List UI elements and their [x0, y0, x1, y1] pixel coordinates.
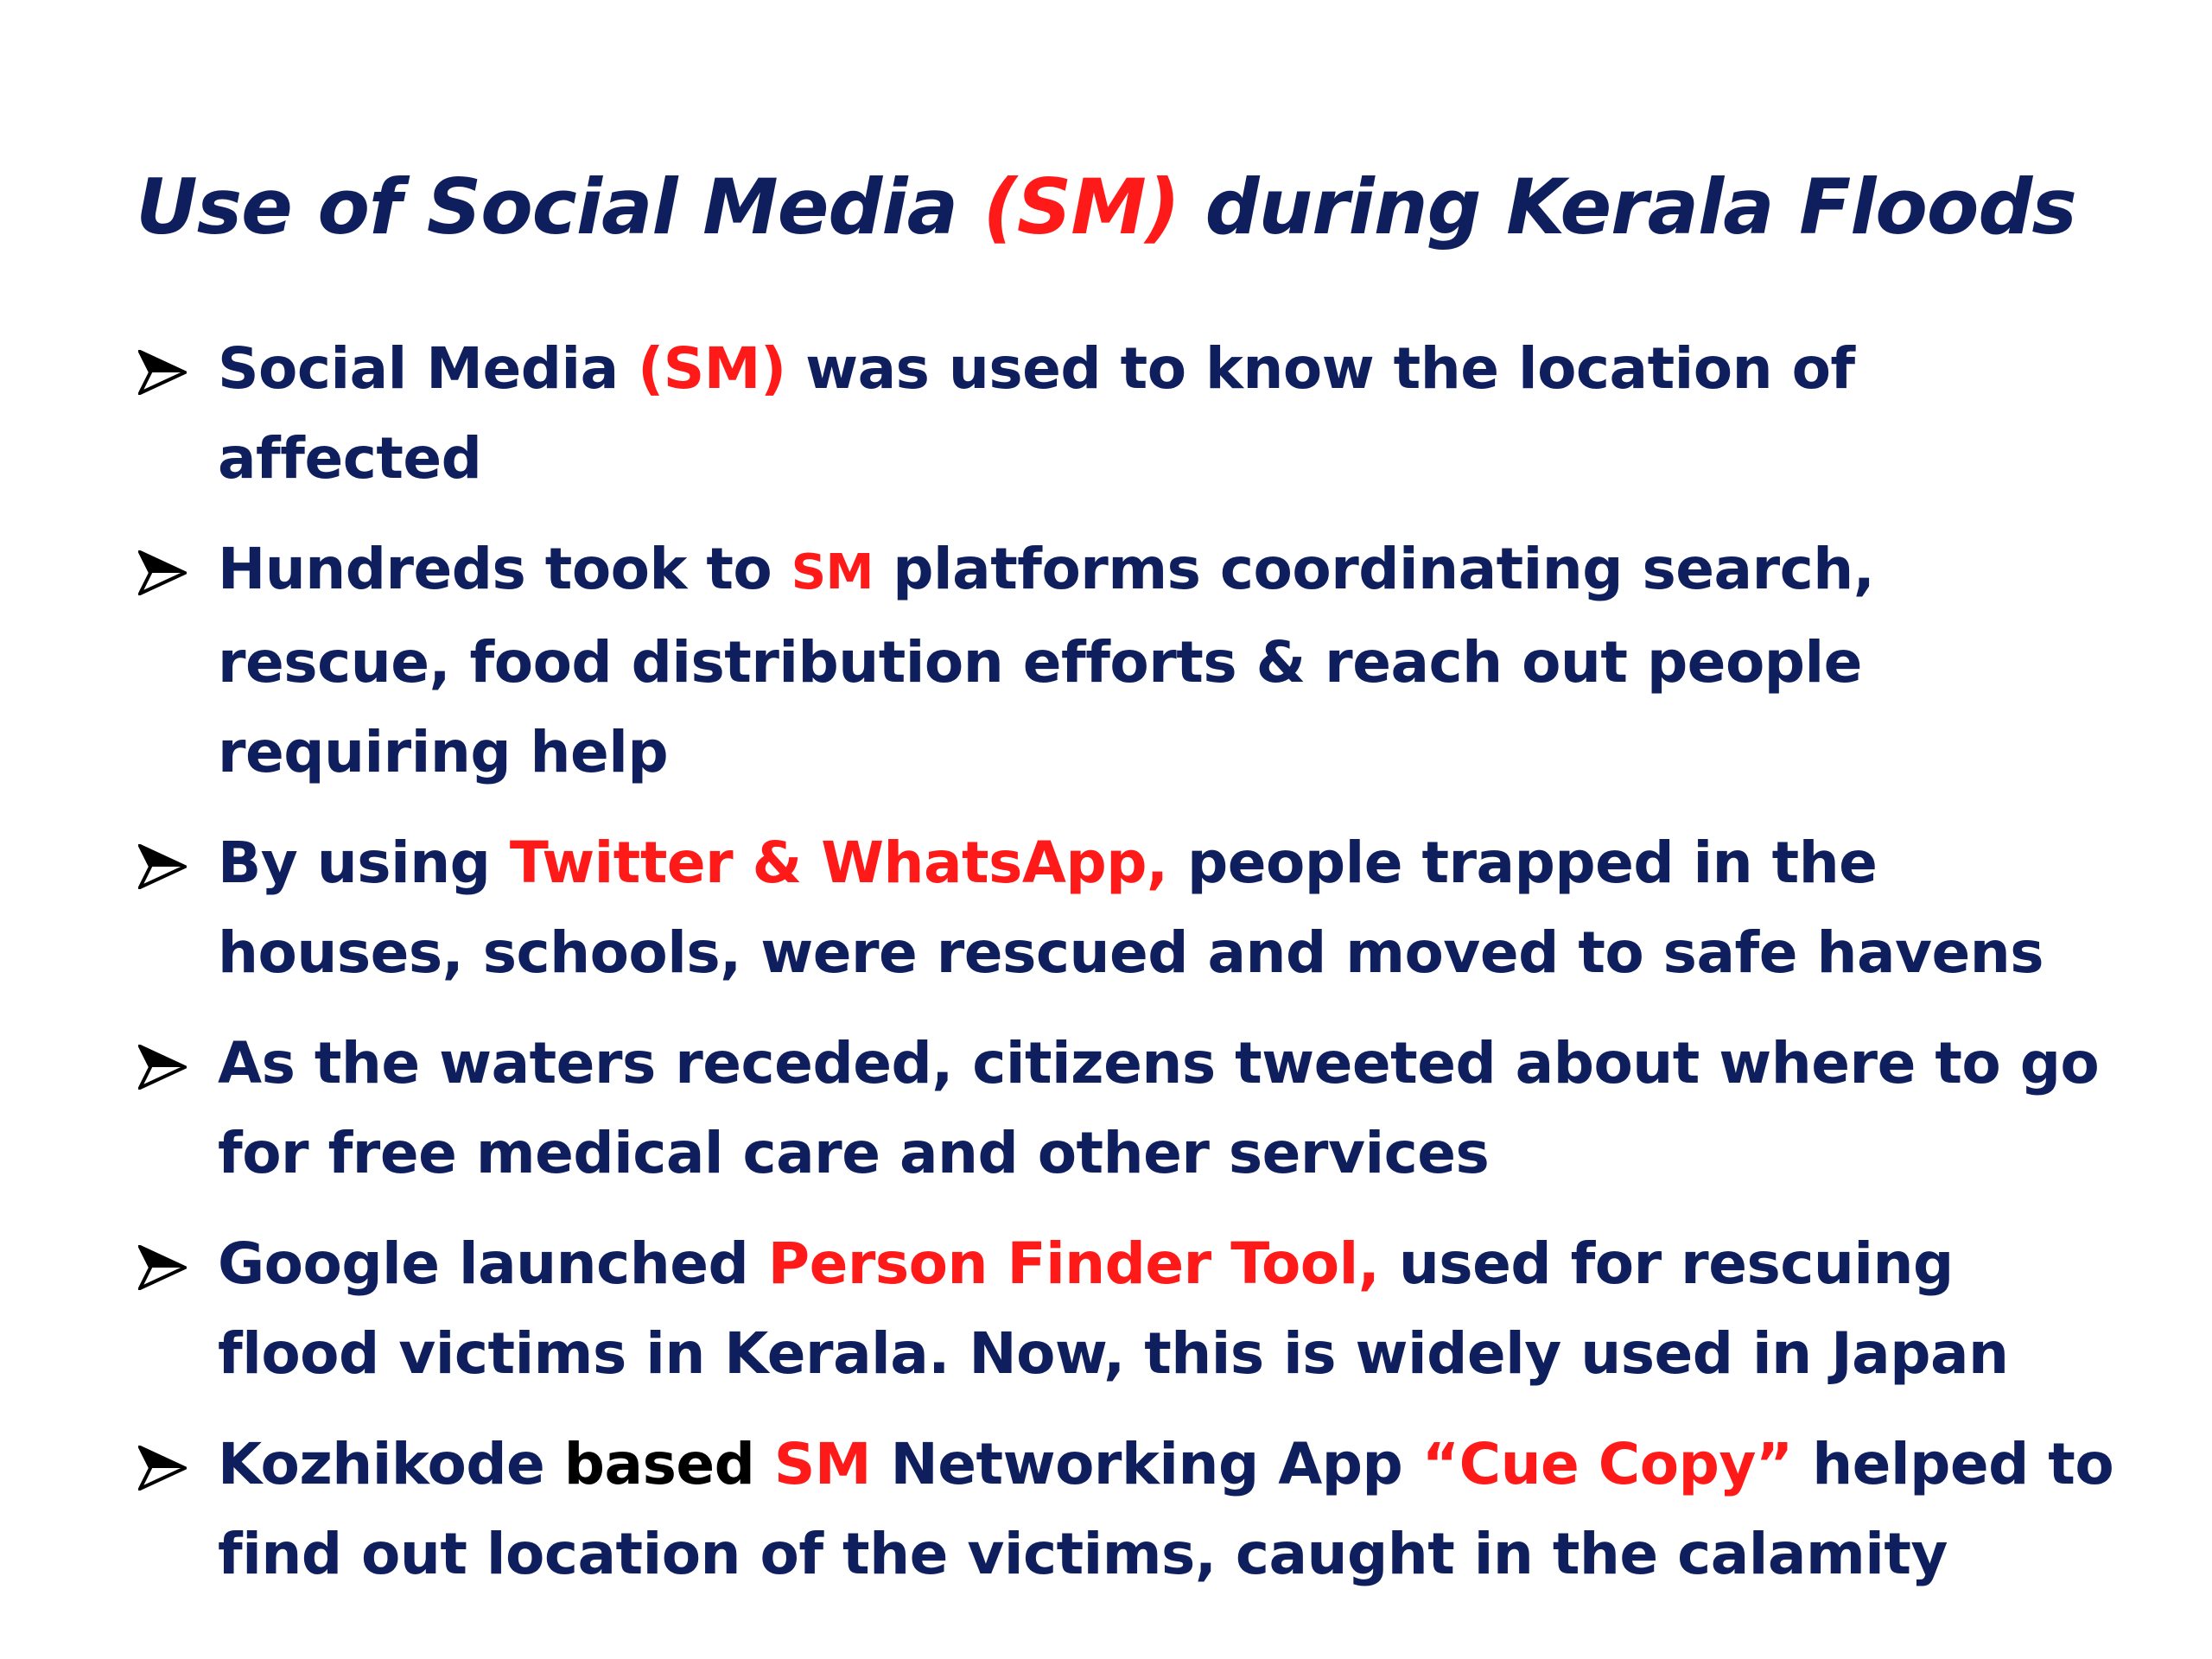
bullet-3-text-end: people trapped in the houses, schools, were rescued and moved to safe havens — [218, 830, 2044, 986]
bullet-6-text: Kozhikode — [218, 1431, 564, 1497]
bullet-5-text-end: used for rescuing flood victims in Kerala. Now, this is widely used in Japan — [218, 1230, 2009, 1387]
bullet-item-1 — [138, 324, 2126, 504]
bullet-item-5 — [138, 1219, 2126, 1399]
bullet-2-highlight: SM — [791, 544, 874, 601]
bullet-3-text: By using — [218, 830, 510, 896]
bullet-list — [138, 324, 2126, 1620]
bullet-6-space — [754, 1431, 773, 1497]
arrowhead-bullet-icon — [138, 350, 187, 395]
title-part-2: during Kerala Floods — [1179, 162, 2076, 251]
bullet-5-text: Google launched — [218, 1230, 768, 1297]
arrowhead-bullet-icon — [138, 1446, 187, 1491]
bullet-3-highlight: Twitter & WhatsApp, — [509, 830, 1168, 896]
slide-title — [0, 151, 2212, 264]
arrowhead-bullet-icon — [138, 1045, 187, 1090]
bullet-2-text: Hundreds took to — [218, 536, 791, 602]
bullet-6-highlight-app: “Cue Copy” — [1421, 1431, 1793, 1497]
title-part-1: Use of Social Media — [136, 162, 983, 251]
bullet-6-text-end: helped to find out location of the victims, caught in the calamity — [218, 1431, 2114, 1587]
bullet-6-highlight-sm: SM — [773, 1431, 872, 1497]
arrowhead-bullet-icon — [138, 844, 187, 889]
bullet-1-highlight: (SM) — [638, 335, 786, 402]
bullet-item-4 — [138, 1019, 2126, 1198]
bullet-1-text: Social Media — [218, 335, 639, 402]
bullet-item-3 — [138, 818, 2126, 998]
bullet-item-2 — [138, 524, 2126, 798]
bullet-6-black-word: based — [563, 1431, 755, 1497]
bullet-2-text-end: platforms coordinating search, rescue, food distribution efforts & reach out people requiring help — [218, 536, 1875, 785]
bullet-item-6 — [138, 1420, 2126, 1599]
bullet-5-highlight: Person Finder Tool, — [767, 1230, 1380, 1297]
bullet-4-text: As the waters receded, citizens tweeted about where to go for free medical care and other services — [218, 1030, 2100, 1186]
bullet-6-text-mid: Networking App — [871, 1431, 1422, 1497]
title-highlight: (SM) — [982, 162, 1179, 251]
arrowhead-bullet-icon — [138, 1245, 187, 1290]
arrowhead-bullet-icon — [138, 550, 187, 595]
bullet-1-text-end: was used to know the location of affected — [218, 335, 1855, 492]
